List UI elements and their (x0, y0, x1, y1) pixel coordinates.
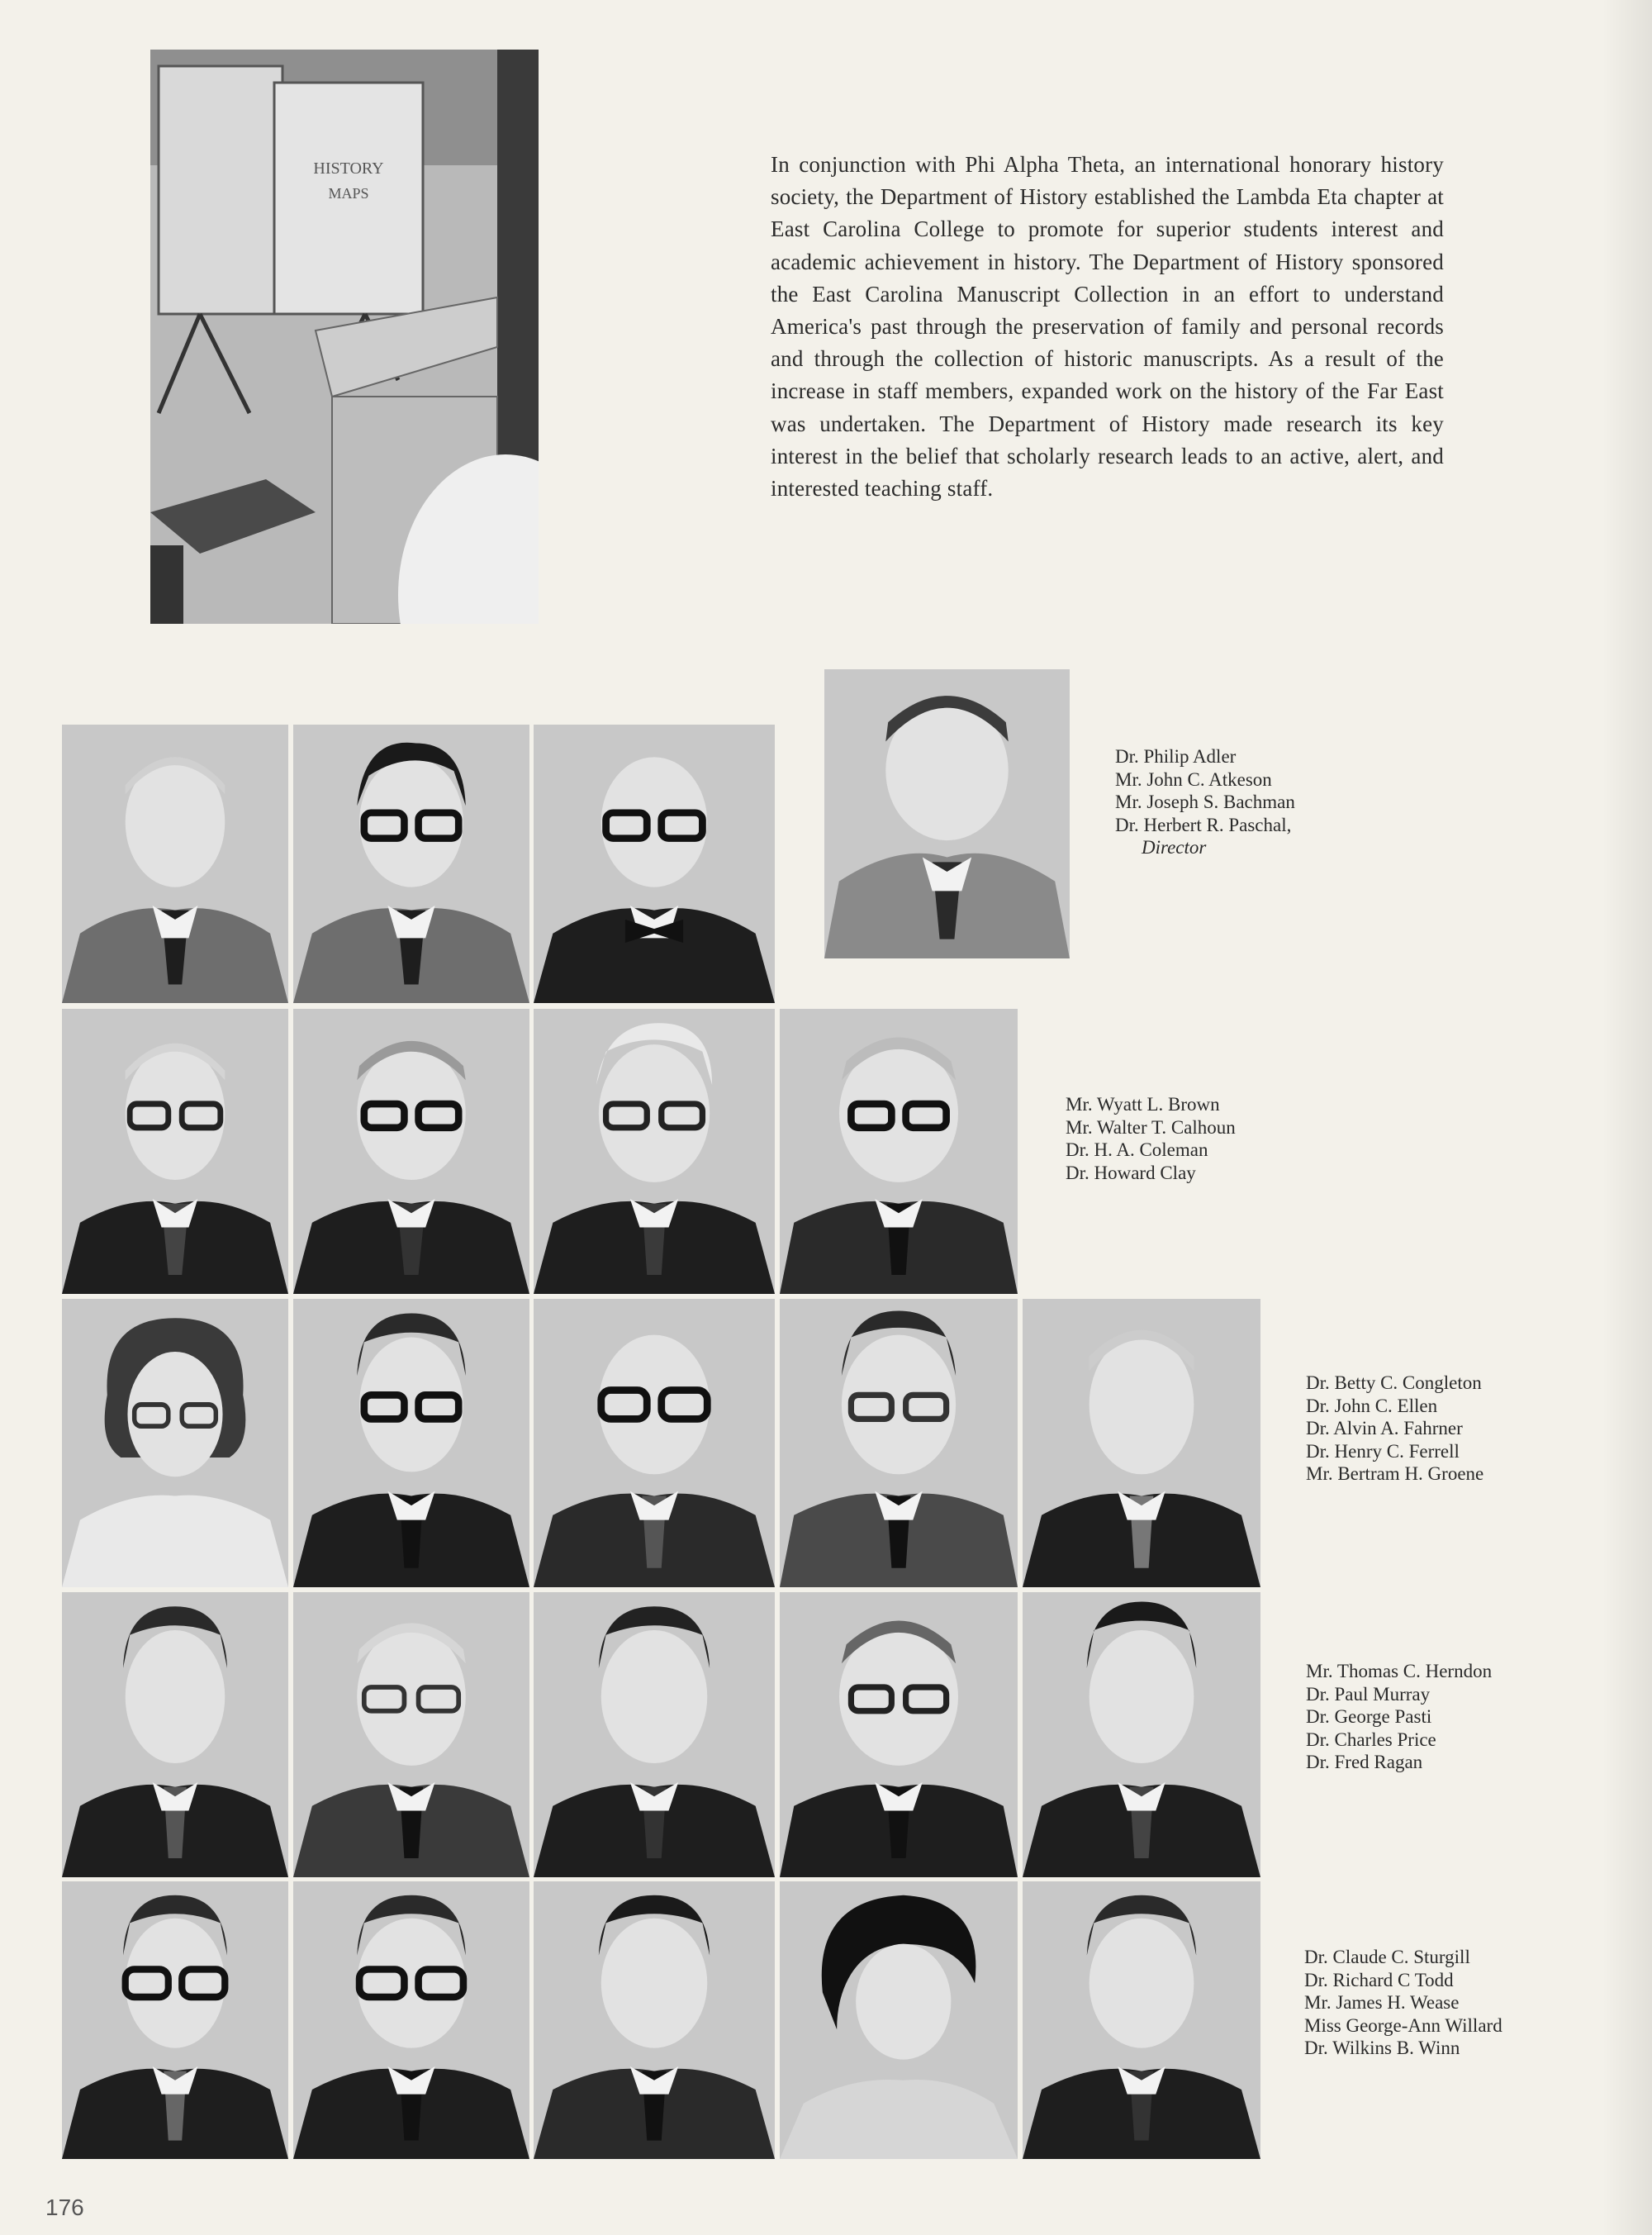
faculty-name: Dr. Wilkins B. Winn (1304, 2038, 1460, 2058)
caption-group-4 (1306, 1660, 1492, 1774)
faculty-name: Mr. Walter T. Calhoun (1066, 1116, 1236, 1138)
page-number: 176 (45, 2195, 84, 2220)
classroom-maps-photo (150, 50, 539, 624)
faculty-name: Mr. Wyatt L. Brown (1066, 1094, 1220, 1115)
director-portrait (824, 669, 1070, 958)
faculty-portrait (62, 1592, 288, 1877)
faculty-portrait (62, 1299, 288, 1587)
faculty-portrait (1023, 1592, 1260, 1877)
faculty-name: Dr. Paul Murray (1306, 1683, 1431, 1705)
faculty-portrait (293, 1592, 529, 1877)
faculty-portrait (1023, 1299, 1260, 1587)
map-title-line1: HISTORY (313, 159, 384, 178)
faculty-portrait (62, 725, 288, 1003)
faculty-portrait (62, 1009, 288, 1294)
faculty-portrait (534, 1009, 775, 1294)
faculty-title: Director (1142, 837, 1207, 858)
faculty-name: Dr. Charles Price (1306, 1729, 1436, 1750)
faculty-name: Dr. Philip Adler (1115, 746, 1237, 767)
faculty-portrait (534, 1299, 775, 1587)
faculty-name: Dr. George Pasti (1306, 1706, 1432, 1727)
faculty-name: Mr. Joseph S. Bachman (1115, 792, 1295, 812)
faculty-name: Mr. Thomas C. Herndon (1306, 1661, 1493, 1681)
faculty-portrait (780, 1881, 1018, 2159)
faculty-name: Dr. Henry C. Ferrell (1306, 1440, 1460, 1462)
page-binding-shadow (1602, 0, 1652, 2235)
faculty-name: Dr. Fred Ragan (1306, 1752, 1423, 1772)
faculty-name: Dr. Howard Clay (1066, 1162, 1196, 1183)
faculty-portrait (780, 1592, 1018, 1877)
faculty-portrait (534, 725, 775, 1003)
faculty-name: Mr. John C. Atkeson (1115, 768, 1272, 790)
faculty-portrait (534, 1592, 775, 1877)
faculty-name: Mr. Bertram H. Groene (1306, 1463, 1484, 1484)
faculty-portrait (534, 1881, 775, 2159)
faculty-name: Dr. H. A. Coleman (1066, 1139, 1208, 1160)
map-title-line2: MAPS (328, 185, 369, 202)
faculty-portrait (293, 1299, 529, 1587)
faculty-portrait (1023, 1881, 1260, 2159)
faculty-name: Dr. Betty C. Congleton (1306, 1372, 1482, 1393)
caption-group-1 (1115, 745, 1295, 859)
faculty-name: Dr. Richard C Todd (1304, 1969, 1454, 1990)
caption-group-3 (1306, 1372, 1483, 1486)
faculty-portrait (62, 1881, 288, 2159)
caption-group-5 (1304, 1946, 1502, 2060)
faculty-portrait (293, 1881, 529, 2159)
faculty-name: Dr. John C. Ellen (1306, 1395, 1438, 1416)
faculty-name: Miss George-Ann Willard (1304, 2014, 1502, 2036)
department-description: In conjunction with Phi Alpha Theta, an international honorary history society, the Department of History established the Lambda Eta chapter at East Carolina College to promote for superior students interest and academic achievement in history. The Department of History sponsored the East Carolina Manuscript Collection in an effort to understand America's past through the preservation of family and personal records and through the collection of historic manuscripts. As a result of the increase in staff members, expanded work on the history of the Far East was undertaken. The Department of History made research its key interest in the belief that scholarly research leads to an active, alert, and interested teaching staff. (771, 152, 1444, 502)
caption-group-2 (1066, 1093, 1236, 1184)
faculty-portrait (293, 725, 529, 1003)
faculty-portrait (780, 1009, 1018, 1294)
faculty-portrait (293, 1009, 529, 1294)
faculty-name: Dr. Herbert R. Paschal, (1115, 814, 1292, 835)
faculty-name: Dr. Alvin A. Fahrner (1306, 1418, 1463, 1438)
faculty-name: Mr. James H. Wease (1304, 1992, 1460, 2013)
faculty-name: Dr. Claude C. Sturgill (1304, 1947, 1470, 1967)
faculty-portrait (780, 1299, 1018, 1587)
